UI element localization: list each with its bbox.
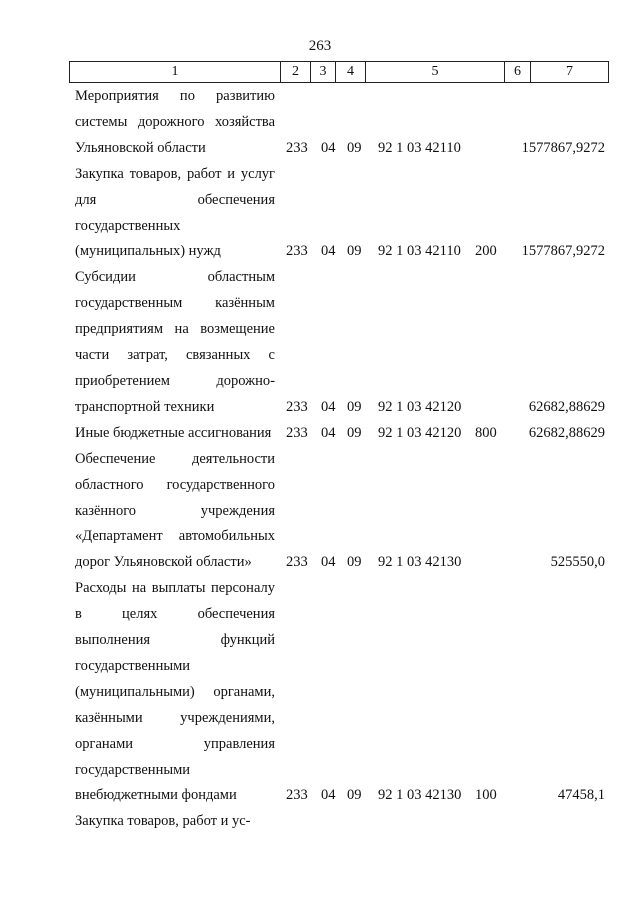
row-subsection: 09 bbox=[347, 554, 362, 571]
row-admin-code: 233 bbox=[286, 787, 308, 804]
row-target-article: 92 1 03 42130 bbox=[378, 554, 462, 571]
row-target-article: 92 1 03 42120 bbox=[378, 424, 462, 441]
row-section: 04 bbox=[321, 243, 336, 260]
row-admin-code: 233 bbox=[286, 554, 308, 571]
row-expense-type: 800 bbox=[475, 424, 497, 441]
row-section: 04 bbox=[321, 424, 336, 441]
row-target-article: 92 1 03 42110 bbox=[378, 139, 461, 156]
column-header-6: 6 bbox=[505, 62, 531, 83]
table-row bbox=[0, 84, 640, 162]
column-header-7: 7 bbox=[531, 62, 609, 83]
table-row bbox=[0, 576, 640, 809]
table-body bbox=[0, 84, 640, 835]
table-row bbox=[0, 809, 640, 835]
table-row bbox=[0, 265, 640, 420]
row-admin-code: 233 bbox=[286, 243, 308, 260]
row-amount: 1577867,9272 bbox=[521, 139, 605, 156]
column-header-4: 4 bbox=[336, 62, 366, 83]
row-section: 04 bbox=[321, 139, 336, 156]
row-subsection: 09 bbox=[347, 243, 362, 260]
row-description: Закупка товаров, работ и услуг для обеспечения государственных (муниципальных) нужд bbox=[75, 165, 275, 260]
row-subsection: 09 bbox=[347, 424, 362, 441]
row-subsection: 09 bbox=[347, 787, 362, 804]
row-amount: 62682,88629 bbox=[528, 398, 605, 415]
row-description: Иные бюджетные ассигнования bbox=[75, 424, 272, 441]
row-description: Расходы на выплаты персоналу в целях обеспечения выполнения функций государственными (муниципальными) органами, казёнными учреждениями, органами управления государственными внебюджетными фондами bbox=[75, 580, 275, 804]
row-description: Субсидии областным государственным казённым предприятиям на возмещение части затрат, связанных с приобретением дорожно-транспортной техники bbox=[75, 269, 275, 415]
table-row bbox=[0, 447, 640, 577]
row-amount: 525550,0 bbox=[550, 554, 605, 571]
row-amount: 1577867,9272 bbox=[521, 243, 605, 260]
row-description: Мероприятия по развитию системы дорожного хозяйства Ульяновской области bbox=[75, 88, 275, 156]
column-header-table bbox=[69, 61, 609, 83]
row-admin-code: 233 bbox=[286, 424, 308, 441]
row-section: 04 bbox=[321, 554, 336, 571]
row-expense-type: 100 bbox=[475, 787, 497, 804]
row-admin-code: 233 bbox=[286, 139, 308, 156]
row-section: 04 bbox=[321, 398, 336, 415]
row-admin-code: 233 bbox=[286, 398, 308, 415]
row-description: Закупка товаров, работ и ус- bbox=[75, 813, 251, 830]
row-amount: 47458,1 bbox=[557, 787, 605, 804]
column-header-row bbox=[70, 62, 609, 83]
table-row bbox=[0, 421, 640, 447]
row-amount: 62682,88629 bbox=[528, 424, 605, 441]
row-section: 04 bbox=[321, 787, 336, 804]
row-target-article: 92 1 03 42110 bbox=[378, 243, 461, 260]
row-expense-type: 200 bbox=[475, 243, 497, 260]
row-subsection: 09 bbox=[347, 398, 362, 415]
row-target-article: 92 1 03 42120 bbox=[378, 398, 462, 415]
row-subsection: 09 bbox=[347, 139, 362, 156]
column-header-5: 5 bbox=[366, 62, 505, 83]
column-header-1: 1 bbox=[70, 62, 281, 83]
page-number: 263 bbox=[308, 38, 332, 54]
table-row bbox=[0, 162, 640, 266]
column-header-2: 2 bbox=[281, 62, 311, 83]
row-description: Обеспечение деятельности областного государственного казённого учреждения «Департамент автомобильных дорог Ульяновской области» bbox=[75, 450, 275, 571]
row-target-article: 92 1 03 42130 bbox=[378, 787, 462, 804]
column-header-3: 3 bbox=[311, 62, 336, 83]
